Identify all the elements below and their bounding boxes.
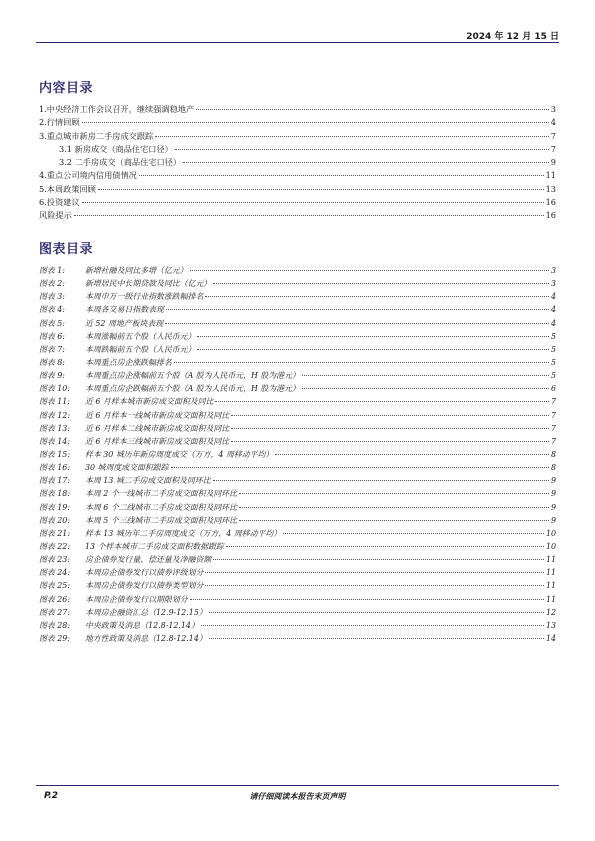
figure-entry-label: 近 6 月样本二线城市新房成交面积及同比: [85, 423, 230, 433]
figure-entry[interactable]: [39, 579, 556, 592]
figure-entry-label: 近 6 月样本一线城市新房成交面积及同比: [85, 410, 230, 420]
toc-entry[interactable]: [39, 143, 556, 156]
figure-leader-dots: [231, 441, 549, 442]
figure-entry[interactable]: [39, 369, 556, 382]
figure-entry[interactable]: [39, 487, 556, 500]
figure-entry-label: 本周重点房企跌幅前五个股（A 股为人民币元，H 股为港元）: [85, 384, 300, 394]
figure-entry-page: 4: [550, 305, 556, 315]
toc-entry-label: 4.重点公司境内信用债情况: [39, 170, 137, 181]
figure-entry-number: 图表 8:: [39, 357, 65, 367]
figure-leader-dots: [171, 467, 549, 468]
figure-leader-dots: [190, 599, 544, 600]
figure-entry-number: 图表 28:: [39, 620, 70, 630]
figure-entry[interactable]: [39, 317, 556, 330]
figure-entry-label: 13 个样本城市二手房成交面积数据跟踪: [85, 541, 224, 551]
toc-entry-label: 1.中央经济工作会议召开，继续强调稳地产: [39, 104, 195, 114]
figure-entry-number: 图表 19:: [39, 502, 70, 512]
toc-entry[interactable]: [39, 156, 556, 169]
figure-entry-number: 图表 25:: [39, 581, 70, 591]
toc-entry-page: 4: [550, 117, 556, 128]
figure-entry-number: 图表 3:: [39, 292, 65, 302]
figure-entry[interactable]: [39, 448, 556, 461]
figure-leader-dots: [213, 283, 549, 284]
figure-entry-label: 样本 30 城历年新房周度成交（万方，4 周移动平均）: [85, 449, 274, 459]
figure-entry-page: 10: [545, 541, 556, 551]
figure-leader-dots: [239, 520, 549, 521]
figure-entry-label: 近 52 周地产板块表现: [85, 318, 164, 328]
figure-entry[interactable]: [39, 501, 556, 514]
toc-list: [39, 103, 556, 223]
toc-entry-page: 7: [550, 130, 556, 141]
toc-entry-label: 6.投资建议: [39, 197, 80, 208]
toc-entry-label: 2.行情回顾: [39, 117, 80, 128]
figure-entry-label: 本周涨幅前五个股（人民币元）: [85, 331, 196, 341]
figure-entry-label: 本周房企债券发行以债券评级划分: [85, 568, 204, 578]
figure-entry-page: 4: [550, 318, 556, 328]
figure-entry[interactable]: [39, 632, 556, 645]
page-number: P.2: [44, 791, 58, 801]
figure-entry[interactable]: [39, 303, 556, 316]
figure-entry[interactable]: [39, 290, 556, 303]
figure-leader-dots: [239, 493, 549, 494]
figure-entry-number: 图表 22:: [39, 541, 70, 551]
figure-entry-number: 图表 9:: [39, 371, 65, 381]
figure-entry-label: 地方性政策及消息（12.8-12.14）: [85, 633, 207, 643]
figure-entry[interactable]: [39, 619, 556, 632]
toc-entry-label: 3.2 二手房成交（商品住宅口径）: [59, 157, 182, 168]
toc-entry-label: 风险提示: [39, 210, 72, 221]
figure-entry-label: 近 6 月样本城市新房成交面积及同比: [85, 397, 214, 407]
figure-entry-number: 图表 18:: [39, 489, 70, 499]
figure-entry-number: 图表 1:: [39, 266, 65, 275]
figure-entry[interactable]: [39, 474, 556, 487]
figure-leader-dots: [239, 507, 549, 508]
figure-entry-number: 图表 10:: [39, 384, 70, 394]
toc-entry-label: 3.重点城市新房二手房成交跟踪: [39, 130, 154, 141]
toc-entry[interactable]: [39, 103, 556, 116]
figure-entry-page: 8: [550, 449, 556, 459]
toc-entry-page: 16: [545, 210, 556, 221]
figure-entry-label: 本周各交易日指数表现: [85, 305, 164, 315]
figure-leader-dots: [190, 270, 549, 271]
toc-leader-dots: [82, 122, 549, 123]
figure-entry-number: 图表 27:: [39, 607, 70, 617]
figure-entry-page: 6: [550, 384, 556, 394]
figure-entry-label: 本周 6 个二线城市二手房成交面积及同环比: [85, 502, 238, 512]
figure-entry-page: 11: [545, 568, 556, 578]
figures-title: 图表目录: [39, 242, 94, 257]
figure-entry-label: 本周跌幅前五个股（人民币元）: [85, 344, 196, 354]
figure-leader-dots: [213, 559, 544, 560]
figure-leader-dots: [174, 362, 549, 363]
figure-entry-page: 4: [550, 292, 556, 302]
figure-leader-dots: [197, 336, 548, 337]
figure-entry-page: 13: [545, 620, 556, 630]
figure-entry-page: 11: [545, 555, 556, 565]
figure-entry-label: 房企债券发行量、偿还量及净融资额: [85, 555, 212, 565]
figure-entry-number: 图表 26:: [39, 594, 70, 604]
figure-leader-dots: [275, 454, 549, 455]
figure-entry-label: 本周申万一级行业指数涨跌幅排名: [85, 292, 204, 302]
figure-entry-label: 本周 5 个三线城市二手房成交面积及同环比: [85, 515, 238, 525]
figure-leader-dots: [205, 296, 549, 297]
toc-leader-dots: [139, 175, 544, 176]
figure-entry[interactable]: [39, 527, 556, 540]
figure-leader-dots: [166, 309, 549, 310]
figure-entry-number: 图表 2:: [39, 279, 65, 289]
figure-entry[interactable]: [39, 277, 556, 290]
figure-entry-label: 近 6 月样本三线城市新房成交面积及同比: [85, 436, 230, 446]
figure-leader-dots: [205, 585, 544, 586]
figure-leader-dots: [165, 323, 549, 324]
figure-entry[interactable]: [39, 330, 556, 343]
figure-entry-label: 30 城周度成交面积跟踪: [85, 463, 169, 473]
header-divider: [36, 42, 559, 43]
toc-leader-dots: [82, 202, 544, 203]
figure-entry-page: 11: [545, 594, 556, 604]
toc-leader-dots: [183, 162, 549, 163]
figure-entry-label: 本周 2 个一线城市二手房成交面积及同环比: [85, 489, 238, 499]
figure-leader-dots: [197, 349, 548, 350]
figure-entry-page: 5: [550, 331, 556, 341]
figure-entry-label: 新增居民中长期贷款及同比（亿元）: [85, 279, 212, 289]
figure-entry-page: 7: [550, 410, 556, 420]
figure-leader-dots: [231, 428, 549, 429]
figure-entry-page: 14: [545, 633, 556, 643]
toc-entry[interactable]: [39, 209, 556, 222]
figure-entry[interactable]: [39, 395, 556, 408]
toc-entry-page: 13: [545, 183, 556, 194]
toc-entry-label: 3.1 新房成交（商品住宅口径）: [59, 143, 173, 154]
figure-leader-dots: [283, 533, 544, 534]
toc-leader-dots: [155, 136, 549, 137]
figure-entry-number: 图表 17:: [39, 476, 70, 486]
figure-leader-dots: [209, 612, 544, 613]
figure-leader-dots: [201, 625, 544, 626]
figure-entry-page: 11: [545, 581, 556, 591]
figure-entry[interactable]: [39, 343, 556, 356]
figure-entry-number: 图表 12:: [39, 410, 70, 420]
toc-leader-dots: [196, 109, 549, 110]
figure-entry-number: 图表 6:: [39, 331, 65, 341]
figure-entry-number: 图表 15:: [39, 449, 70, 459]
figure-entry[interactable]: [39, 593, 556, 606]
figure-entry-label: 新增社融及同比多增（亿元）: [85, 266, 188, 275]
toc-entry[interactable]: [39, 183, 556, 196]
toc-entry-page: 11: [545, 170, 556, 181]
figure-entry-label: 样本 13 城历年二手房周度成交（万方，4 周移动平均）: [85, 528, 282, 538]
toc-entry-page: 16: [545, 197, 556, 208]
figure-leader-dots: [205, 572, 544, 573]
figure-leader-dots: [302, 388, 549, 389]
figure-entry[interactable]: [39, 409, 556, 422]
figure-entry[interactable]: [39, 540, 556, 553]
figure-entry[interactable]: [39, 514, 556, 527]
figure-entry-page: 10: [545, 528, 556, 538]
toc-entry-label: 5.本周政策回顾: [39, 183, 96, 194]
figure-entry[interactable]: [39, 264, 556, 277]
figure-entry[interactable]: [39, 382, 556, 395]
toc-entry[interactable]: [39, 196, 556, 209]
figure-leader-dots: [231, 415, 549, 416]
figure-entry-label: 本周重点房企涨跌幅排名: [85, 357, 172, 367]
toc-title: 内容目录: [39, 81, 94, 96]
figure-entry-label: 本周房企融资汇总（12.9-12.15）: [85, 607, 207, 617]
figure-entry-number: 图表 11:: [39, 397, 70, 407]
toc-leader-dots: [175, 149, 549, 150]
figure-entry-label: 本周重点房企涨幅前五个股（A 股为人民币元，H 股为港元）: [85, 371, 300, 381]
figure-leader-dots: [226, 546, 544, 547]
figure-entry-label: 本周房企债券发行以期限划分: [85, 594, 188, 604]
figure-entry-number: 图表 23:: [39, 555, 70, 565]
figure-entry-number: 图表 21:: [39, 528, 70, 538]
figure-entry-page: 7: [550, 436, 556, 446]
figure-leader-dots: [302, 375, 549, 376]
figure-entry-page: 5: [550, 344, 556, 354]
figure-leader-dots: [215, 401, 549, 402]
figure-entry-number: 图表 5:: [39, 318, 65, 328]
figure-entry[interactable]: [39, 566, 556, 579]
figure-entry-page: 3: [550, 279, 556, 289]
report-date: 2024 年 12 月 15 日: [466, 32, 559, 42]
figure-entry-number: 图表 7:: [39, 344, 65, 354]
figure-entry-page: 7: [550, 423, 556, 433]
figure-entry[interactable]: [39, 422, 556, 435]
figure-entry-number: 图表 14:: [39, 436, 70, 446]
figure-entry-page: 5: [550, 371, 556, 381]
toc-entry[interactable]: [39, 116, 556, 129]
figure-entry[interactable]: [39, 553, 556, 566]
figure-entry-page: 3: [550, 266, 556, 275]
figure-entry-number: 图表 20:: [39, 515, 70, 525]
figure-entry[interactable]: [39, 461, 556, 474]
figure-entry-page: 7: [550, 397, 556, 407]
toc-entry-page: 7: [550, 143, 556, 154]
figure-entry-page: 8: [550, 463, 556, 473]
figure-entry-number: 图表 4:: [39, 305, 65, 315]
figure-entry-page: 5: [550, 357, 556, 367]
figures-list: [39, 264, 556, 645]
toc-entry[interactable]: [39, 130, 556, 143]
toc-leader-dots: [98, 189, 544, 190]
figure-leader-dots: [213, 480, 549, 481]
figure-entry[interactable]: [39, 356, 556, 369]
figure-entry-label: 本周 13 城二手房成交面积及同环比: [85, 476, 211, 486]
figure-entry[interactable]: [39, 606, 556, 619]
figure-entry[interactable]: [39, 435, 556, 448]
footer-disclaimer: 请仔细阅读本报告末页声明: [249, 791, 346, 801]
toc-entry-page: 3: [550, 104, 556, 114]
figure-entry-number: 图表 16:: [39, 463, 70, 473]
figure-entry-page: 12: [545, 607, 556, 617]
figure-entry-page: 9: [550, 489, 556, 499]
figure-entry-page: 9: [550, 502, 556, 512]
figure-leader-dots: [209, 638, 544, 639]
toc-entry-page: 9: [550, 157, 556, 168]
figure-entry-label: 中央政策及消息（12.8-12.14）: [85, 620, 199, 630]
figure-entry-number: 图表 24:: [39, 568, 70, 578]
toc-entry[interactable]: [39, 169, 556, 182]
figure-entry-label: 本周房企债券发行以债券类型划分: [85, 581, 204, 591]
figure-entry-number: 图表 29:: [39, 633, 70, 643]
figure-entry-number: 图表 13:: [39, 423, 70, 433]
toc-leader-dots: [74, 215, 544, 216]
figure-entry-page: 9: [550, 476, 556, 486]
figure-entry-page: 9: [550, 515, 556, 525]
footer-divider: [36, 785, 559, 786]
